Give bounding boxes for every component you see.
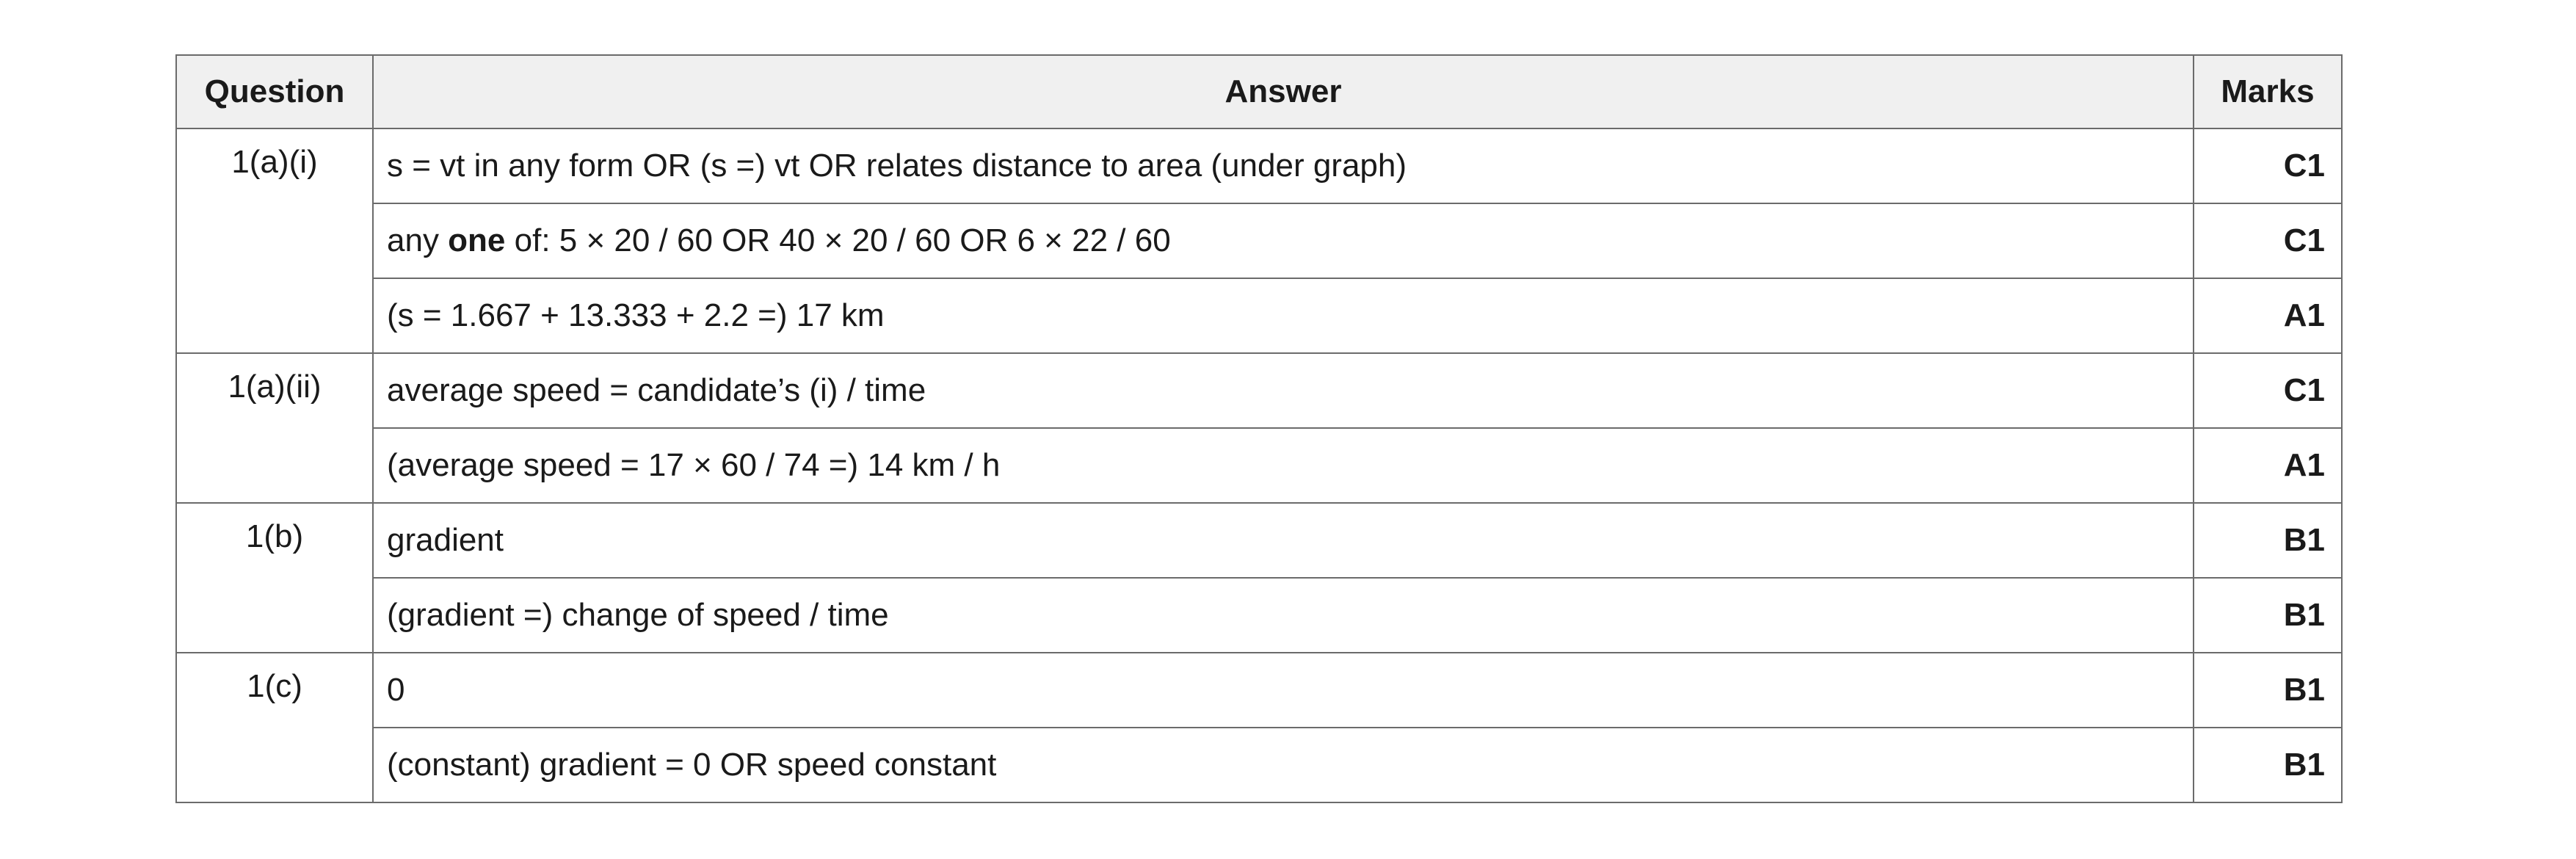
- table-row: [176, 728, 2342, 802]
- question-number: 1(a)(i): [176, 128, 373, 353]
- table-row: [176, 428, 2342, 503]
- mark-cell: A1: [2194, 428, 2342, 503]
- answer-cell: average speed = candidate’s (i) / time: [373, 353, 2194, 428]
- mark-scheme-table: [175, 54, 2343, 803]
- answer-cell: s = vt in any form OR (s =) vt OR relates distance to area (under graph): [373, 128, 2194, 203]
- question-number: 1(c): [176, 653, 373, 802]
- answer-cell: (s = 1.667 + 13.333 + 2.2 =) 17 km: [373, 278, 2194, 353]
- table-row: [176, 503, 2342, 578]
- question-number: 1(a)(ii): [176, 353, 373, 503]
- answer-cell: [373, 203, 2194, 278]
- marks-column-header: Marks: [2194, 55, 2342, 128]
- table-row: [176, 128, 2342, 203]
- mark-cell: B1: [2194, 728, 2342, 802]
- mark-cell: C1: [2194, 353, 2342, 428]
- table-row: [176, 203, 2342, 278]
- question-column-header: Question: [176, 55, 373, 128]
- mark-cell: B1: [2194, 653, 2342, 728]
- mark-cell: A1: [2194, 278, 2342, 353]
- answer-text: any: [387, 222, 449, 258]
- question-number: 1(b): [176, 503, 373, 653]
- answer-column-header: Answer: [373, 55, 2194, 128]
- table-row: [176, 353, 2342, 428]
- answer-text: of: 5 × 20 / 60 OR 40 × 20 / 60 OR 6 × 22 / 60: [505, 222, 1171, 258]
- mark-cell: B1: [2194, 503, 2342, 578]
- answer-cell: 0: [373, 653, 2194, 728]
- answer-cell: (constant) gradient = 0 OR speed constant: [373, 728, 2194, 802]
- answer-emphasis: one: [448, 222, 506, 258]
- answer-cell: (gradient =) change of speed / time: [373, 578, 2194, 653]
- table-row: [176, 653, 2342, 728]
- answer-cell: gradient: [373, 503, 2194, 578]
- table-row: [176, 578, 2342, 653]
- mark-cell: C1: [2194, 203, 2342, 278]
- mark-cell: C1: [2194, 128, 2342, 203]
- answer-cell: (average speed = 17 × 60 / 74 =) 14 km / h: [373, 428, 2194, 503]
- table-row: [176, 278, 2342, 353]
- mark-cell: B1: [2194, 578, 2342, 653]
- header-row: [176, 55, 2342, 128]
